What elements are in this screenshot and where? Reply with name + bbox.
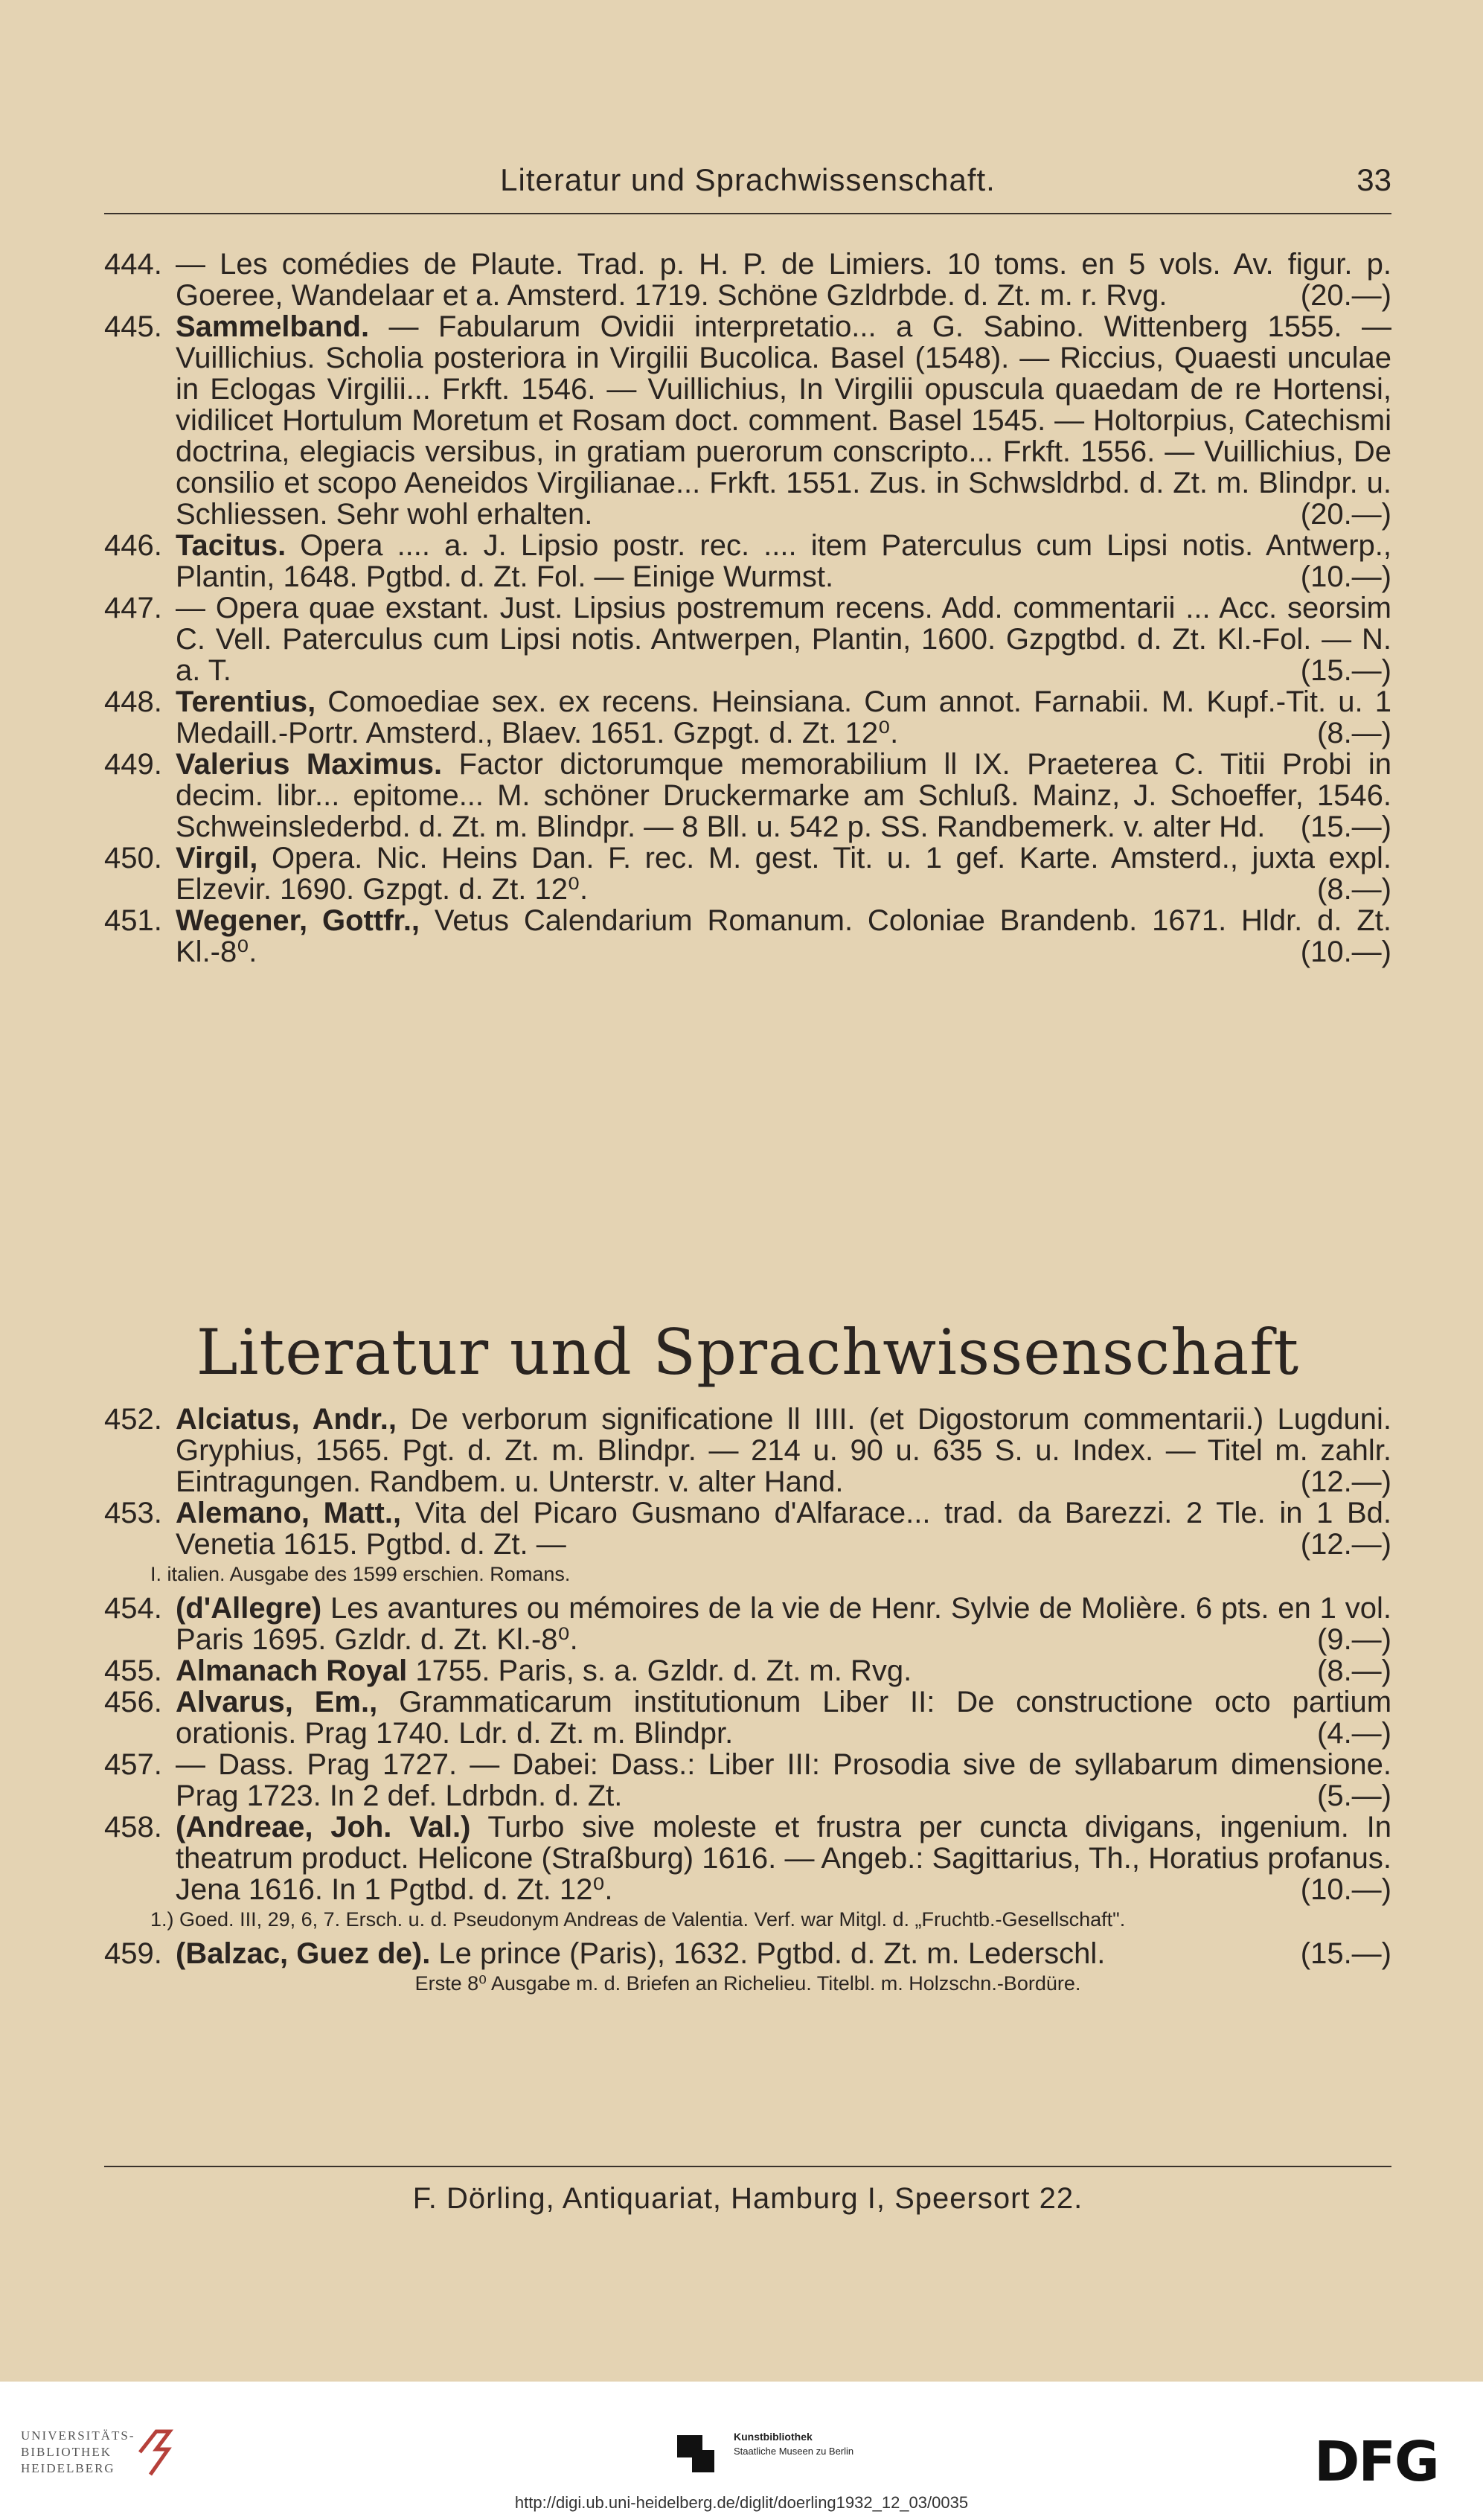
catalog-entry: [104, 905, 1391, 968]
catalog-entry: [104, 686, 1391, 749]
entry-text: [176, 592, 1391, 686]
entry-text: [176, 530, 1391, 592]
entry-text: [176, 1497, 1391, 1560]
entry-price: (10.—): [1300, 936, 1391, 968]
entry-text: [176, 686, 1391, 749]
section-title: Literatur und Sprachwissenschaft: [196, 1316, 1300, 1389]
catalog-entry: [104, 1404, 1391, 1497]
catalog-entry: [104, 1938, 1391, 1969]
publisher-footer: F. Dörling, Antiquariat, Hamburg I, Speersort 22.: [412, 2182, 1083, 2215]
entry-number: 451.: [104, 904, 162, 937]
catalog-entry: [104, 249, 1391, 311]
entry-price: (20.—): [1300, 498, 1391, 531]
entry-price: (15.—): [1300, 654, 1391, 687]
running-head: [104, 162, 1391, 207]
entry-description: Vetus Calendarium Romanum. Coloniae Brandenb. 1671. Hldr. d. Zt. Kl.-8⁰.: [176, 904, 1392, 968]
entry-number: 446.: [104, 529, 162, 562]
kb-title: Kunstbibliothek: [734, 2431, 813, 2443]
dfg-logo: DFG: [1314, 2430, 1438, 2494]
entry-text: [176, 905, 1391, 968]
catalog-entry: [104, 1655, 1391, 1686]
running-head-title: Literatur und Sprachwissenschaft.: [500, 162, 996, 197]
entry-author: (Andreae, Joh. Val.): [176, 1811, 471, 1843]
entry-number: 444.: [104, 248, 162, 281]
entry-author: Tacitus.: [176, 529, 286, 562]
entry-text: [176, 311, 1391, 530]
entry-number: 453.: [104, 1497, 162, 1529]
kunstbibliothek-mark-icon: [677, 2428, 717, 2472]
entry-text: [176, 1404, 1391, 1497]
entry-number: 456.: [104, 1686, 162, 1718]
entries-bottom: [104, 1404, 1391, 2002]
entry-text: [176, 842, 1391, 905]
page-number: 33: [1357, 162, 1391, 197]
entry-author: Alciatus, Andr.,: [176, 1403, 397, 1436]
entry-price: (12.—): [1300, 1465, 1391, 1498]
entry-author: Almanach Royal: [176, 1654, 408, 1687]
entry-number: 452.: [104, 1403, 162, 1436]
entry-price: (4.—): [1317, 1717, 1391, 1750]
entry-description: — Opera quae exstant. Just. Lipsius postremum recens. Add. commentarii ... Acc. seorsim C. Vell. Paterculus cum Lipsi notis. Antwerpen, Plantin, 1600. Gzpgtbd. d. Zt. Kl.-Fol. — N. a. T.: [176, 592, 1391, 687]
entry-description: Opera. Nic. Heins Dan. F. rec. M. gest. Tit. u. 1 gef. Karte. Amsterd., juxta expl. Elzevir. 1690. Gzpgt. d. Zt. 12⁰.: [176, 842, 1391, 906]
entry-text: [176, 1811, 1391, 1905]
entry-number: 458.: [104, 1811, 162, 1843]
uni-logo-line: HEIDELBERG: [21, 2461, 115, 2475]
catalog-entry: [104, 842, 1391, 905]
entries-top: [104, 249, 1391, 968]
entry-price: (8.—): [1317, 1654, 1391, 1687]
entry-description: — Dass. Prag 1727. — Dabei: Dass.: Liber III: Prosodia sive de syllabarum dimensione. Prag 1723. In 2 def. Ldrbdn. d. Zt.: [176, 1748, 1391, 1812]
entry-text: [176, 749, 1391, 842]
catalog-entry: [104, 311, 1391, 530]
entry-author: Alemano, Matt.,: [176, 1497, 402, 1529]
entry-description: — Fabularum Ovidii interpretatio... a G. Sabino. Wittenberg 1555. — Vuillichius. Scholia posteriora in Virgilii Bucolica. Basel (1548). — Riccius, Quaesti unculae in Eclogas Virgilii... Frkft. 1546. — Vuillichius, In Virgilii opuscula quaedam de re Hortensi, vidilicet Hortulum Moretum et Rosam doct. comment. Basel 1545. — Holtorpius, Catechismi doctrina, elegiacis versibus, in gratiam puerorum conscripto... Frkft. 1556. — Vuillichius, De consilio et scopo Aeneidos Virgilianae... Frkft. 1551. Zus. in Schwsldrbd. d. Zt. m. Blindpr. u. Schliessen. Sehr wohl erhalten.: [176, 310, 1391, 531]
entry-number: 449.: [104, 748, 162, 781]
entry-text: [176, 1593, 1391, 1655]
entry-text: [176, 1749, 1391, 1811]
source-url[interactable]: http://digi.ub.uni-heidelberg.de/diglit/doerling1932_12_03/0035: [514, 2493, 969, 2512]
entry-author: Terentius,: [176, 685, 316, 718]
entry-price: (12.—): [1300, 1528, 1391, 1561]
kunstbibliothek-text: [734, 2429, 853, 2459]
catalog-entry: [104, 749, 1391, 842]
catalog-entry: [104, 530, 1391, 592]
footer-rule: [104, 2166, 1391, 2167]
entry-description: Les avantures ou mémoires de la vie de Henr. Sylvie de Molière. 6 pts. en 1 vol. Paris 1695. Gzldr. d. Zt. Kl.-8⁰.: [176, 1592, 1391, 1656]
entry-number: 450.: [104, 842, 162, 874]
catalog-entry: [104, 1811, 1391, 1905]
entry-price: (5.—): [1317, 1779, 1391, 1812]
entry-author: (d'Allegre): [176, 1592, 322, 1625]
entry-description: Grammaticarum institutionum Liber II: De constructione octo partium orationis. Prag 1740. Ldr. d. Zt. m. Blindpr.: [176, 1686, 1392, 1750]
entry-number: 459.: [104, 1937, 162, 1970]
entry-number: 445.: [104, 310, 162, 343]
entry-price: (20.—): [1300, 279, 1391, 312]
entry-number: 455.: [104, 1654, 162, 1687]
uni-logo-line: UNIVERSITÄTS-: [21, 2428, 135, 2443]
entry-author: Valerius Maximus.: [176, 748, 443, 781]
entry-text: [176, 1686, 1391, 1749]
entry-author: Virgil,: [176, 842, 258, 874]
university-library-logo: [21, 2428, 135, 2477]
entry-description: Comoediae sex. ex recens. Heinsiana. Cum annot. Farnabii. M. Kupf.-Tit. u. 1 Medaill.-Portr. Amsterd., Blaev. 1651. Gzpgt. d. Zt. 12⁰.: [176, 685, 1391, 749]
entry-price: (10.—): [1300, 560, 1391, 593]
entry-price: (10.—): [1300, 1873, 1391, 1906]
catalog-entry: [104, 1497, 1391, 1560]
entry-description: Opera .... a. J. Lipsio postr. rec. .... item Paterculus cum Lipsi notis. Antwerp., Plantin, 1648. Pgtbd. d. Zt. Fol. — Einige Wurmst.: [176, 529, 1391, 593]
entry-price: (8.—): [1317, 717, 1391, 749]
entry-price: (15.—): [1300, 1937, 1391, 1970]
entry-author: Sammelband.: [176, 310, 370, 343]
entry-description: Turbo sive moleste et frustra per cuncta divigans, ingenium. In theatrum product. Helicone (Straßburg) 1616. — Angeb.: Sagittarius, Th., Horatius profanus. Jena 1616. In 1 Pgtbd. d. Zt. 12⁰.: [176, 1811, 1391, 1906]
entry-number: 454.: [104, 1592, 162, 1625]
entry-description: Factor dictorumque memorabilium ll IX. Praeterea C. Titii Probi in decim. libr... epitome... M. schöner Druckermarke am Schluß. Mainz, J. Schoeffer, 1546. Schweinslederbd. d. Zt. m. Blindpr. — 8 Bll. u. 542 p. SS. Randbemerk. v. alter Hd.: [176, 748, 1391, 843]
catalog-entry: [104, 1749, 1391, 1811]
university-logo-mark-icon: [134, 2423, 176, 2482]
entry-price: (8.—): [1317, 873, 1391, 906]
entry-author: (Balzac, Guez de).: [176, 1937, 431, 1970]
entry-text: [176, 1655, 1391, 1686]
entry-description: — Les comédies de Plaute. Trad. p. H. P. de Limiers. 10 toms. en 5 vols. Av. figur. p. Goeree, Wandelaar et a. Amsterd. 1719. Schöne Gzldrbde. d. Zt. m. r. Rvg.: [176, 248, 1391, 312]
entry-note: I. italien. Ausgabe des 1599 erschien. Romans.: [150, 1563, 571, 1585]
entry-author: Wegener, Gottfr.,: [176, 904, 420, 937]
catalog-entry: [104, 1593, 1391, 1655]
header-rule: [104, 213, 1391, 214]
entry-author: Alvarus, Em.,: [176, 1686, 378, 1718]
entry-number: 457.: [104, 1748, 162, 1781]
entry-description: Le prince (Paris), 1632. Pgtbd. d. Zt. m. Lederschl.: [430, 1937, 1106, 1970]
entry-number: 447.: [104, 592, 162, 624]
entry-description: De verborum significatione ll IIII. (et Digostorum commentarii.) Lugduni. Gryphius, 1565. Pgt. d. Zt. m. Blindpr. — 214 u. 90 u. 635 S. u. Index. — Titel m. zahlr. Eintragungen. Randbem. u. Unterstr. v. alter Hand.: [176, 1403, 1392, 1498]
entry-note: Erste 8⁰ Ausgabe m. d. Briefen an Richelieu. Titelbl. m. Holzschn.-Bordüre.: [414, 1972, 1081, 1995]
uni-logo-line: BIBLIOTHEK: [21, 2445, 112, 2459]
entry-text: [176, 1938, 1391, 1969]
entry-description: Vita del Picaro Gusmano d'Alfarace... trad. da Barezzi. 2 Tle. in 1 Bd. Venetia 1615. Pgtbd. d. Zt. —: [176, 1497, 1391, 1561]
entry-text: [176, 249, 1391, 311]
catalog-entry: [104, 1686, 1391, 1749]
entry-number: 448.: [104, 685, 162, 718]
entry-description: 1755. Paris, s. a. Gzldr. d. Zt. m. Rvg.: [407, 1654, 912, 1687]
entry-note: 1.) Goed. III, 29, 6, 7. Ersch. u. d. Pseudonym Andreas de Valentia. Verf. war Mitgl. d. „Fruchtb.-Gesellschaft".: [150, 1908, 1126, 1931]
entry-price: (15.—): [1300, 810, 1391, 843]
entry-price: (9.—): [1317, 1623, 1391, 1656]
kb-subtitle: Staatliche Museen zu Berlin: [734, 2446, 854, 2457]
catalog-entry: [104, 592, 1391, 686]
